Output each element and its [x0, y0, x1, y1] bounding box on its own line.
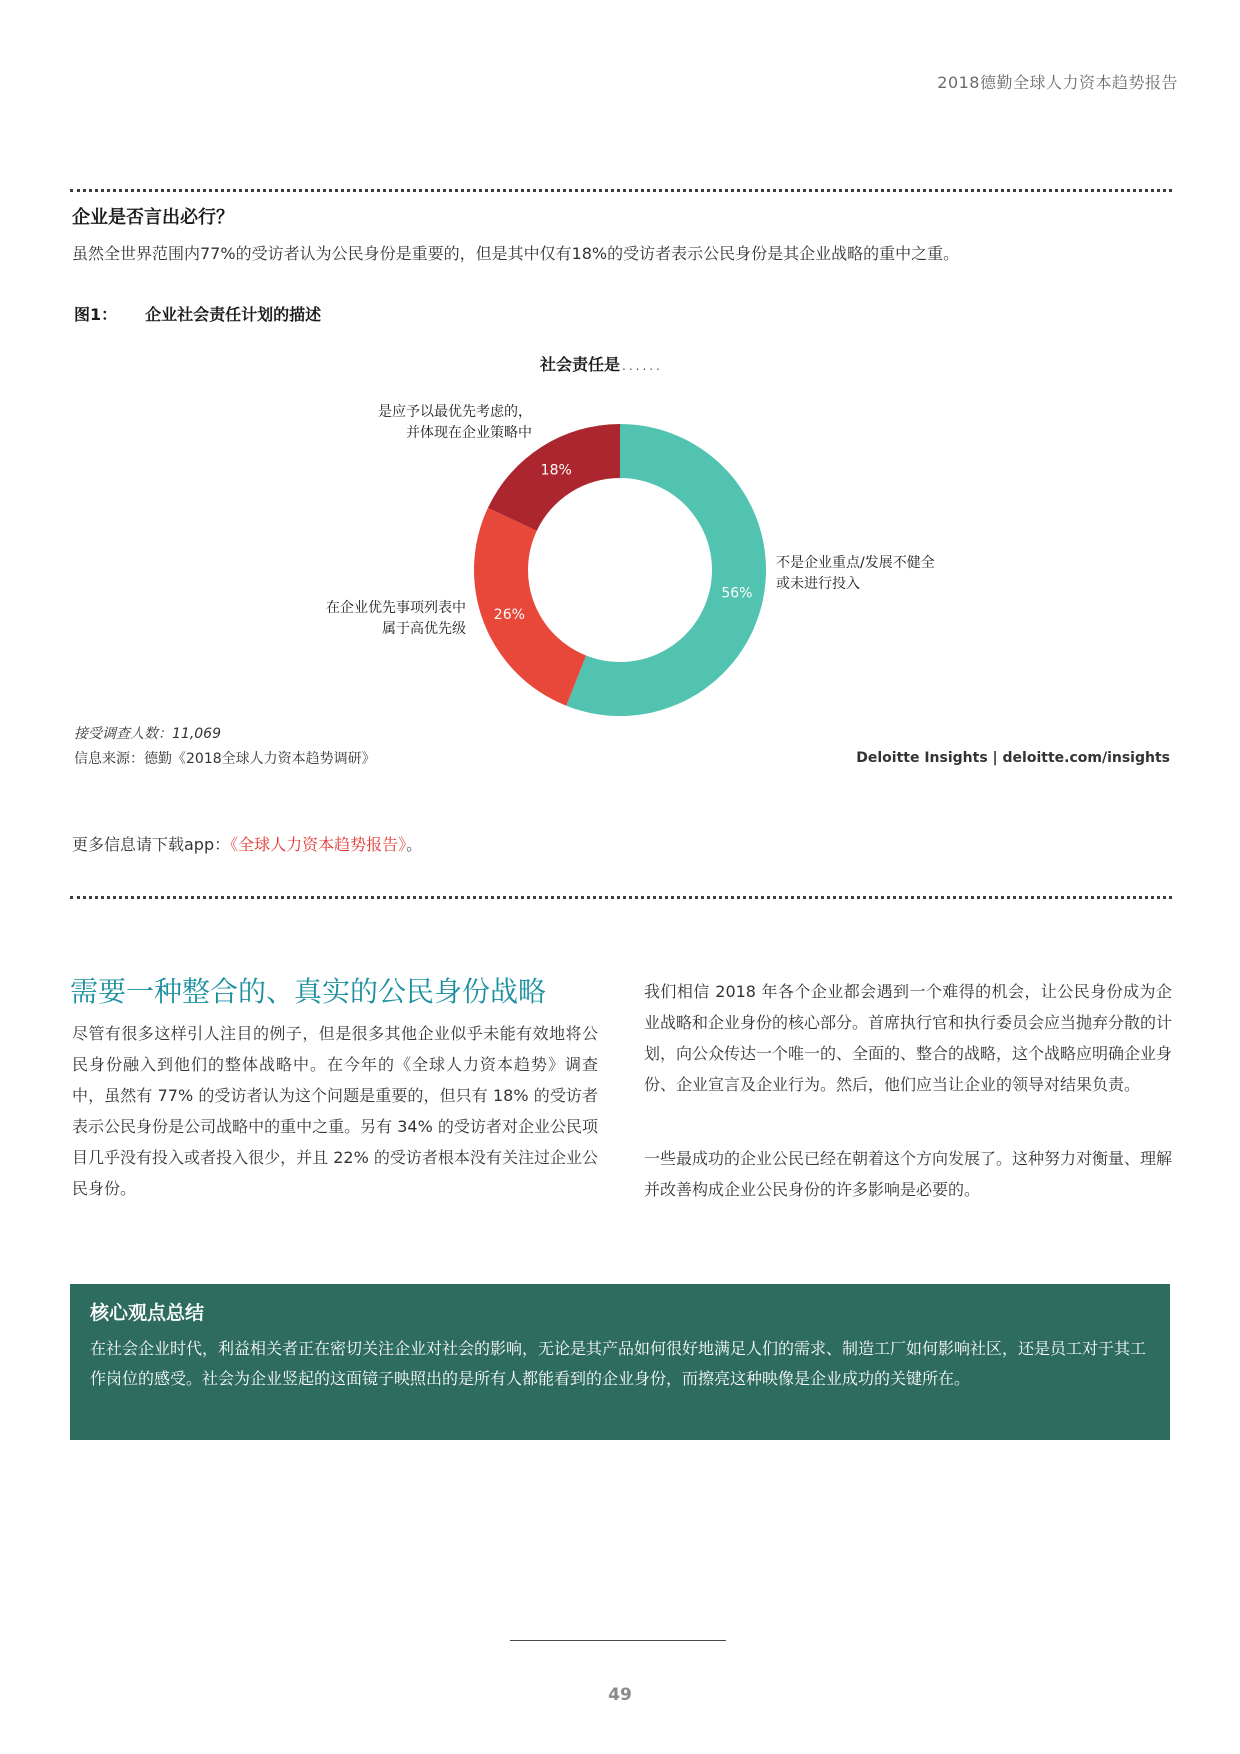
slice-label-line: 属于高优先级	[382, 621, 466, 637]
footer-rule	[510, 1640, 726, 1641]
figure-number: 图1：	[74, 305, 118, 324]
slice-label-line: 并体现在企业策略中	[406, 425, 532, 441]
slice-label-not-priority	[776, 553, 935, 595]
more-info-suffix: 。	[406, 835, 423, 854]
slice-label-line: 在企业优先事项列表中	[326, 600, 466, 616]
slice-percent-label: 56%	[721, 585, 753, 602]
right-paragraph-1: 我们相信 2018 年各个企业都会遇到一个难得的机会，让公民身份成为企业战略和企业身份的核心部分。首席执行官和执行委员会应当抛弃分散的计划，向公众传达一个唯一的、全面的、整合的战略，这个战略应明确企业身份、企业宣言及企业行为。然后，他们应当让企业的领导对结果负责。	[644, 982, 1173, 1094]
figure-caption: 企业社会责任计划的描述	[145, 305, 322, 324]
section-heading: 需要一种整合的、真实的公民身份战略	[70, 975, 547, 1008]
right-paragraph-2: 一些最成功的企业公民已经在朝着这个方向发展了。这种努力对衡量、理解并改善构成企业公民身份的许多影响是必要的。	[644, 1149, 1173, 1199]
app-report-link[interactable]: 《全球人力资本趋势报告》	[230, 835, 407, 854]
donut-slice-high-priority	[474, 508, 586, 706]
chart-title-text: 社会责任是	[540, 355, 621, 374]
summary-body: 在社会企业时代，利益相关者正在密切关注企业对社会的影响，无论是其产品如何很好地满足人们的需求、制造工厂如何影响社区，还是员工对于其工作岗位的感受。社会为企业竖起的这面镜子映照出的是所有人都能看到的企业身份，而擦亮这种映像是企业成功的关键所在。	[90, 1339, 1147, 1388]
slice-percent-label: 26%	[493, 606, 525, 623]
more-info-prefix: 更多信息请下载app：	[72, 835, 231, 854]
slice-label-high-priority	[326, 598, 466, 640]
deloitte-insights-brand: Deloitte Insights | deloitte.com/insights	[856, 750, 1170, 766]
donut-chart	[0, 0, 1240, 760]
summary-title: 核心观点总结	[90, 1302, 205, 1324]
page-number: 49	[608, 1685, 632, 1705]
chart-title-trail: ......	[622, 359, 663, 373]
slice-label-top-priority	[378, 402, 532, 444]
dotted-divider-bottom	[70, 896, 1172, 899]
slice-percent-label: 18%	[540, 462, 572, 479]
report-title: 2018德勤全球人力资本趋势报告	[937, 73, 1178, 92]
more-info-line	[72, 832, 422, 855]
sample-size-note: 接受调查人数：11,069	[74, 726, 221, 742]
slice-label-line: 是应予以最优先考虑的，	[378, 404, 532, 420]
callout-title: 企业是否言出必行？	[72, 207, 234, 228]
left-paragraph: 尽管有很多这样引人注目的例子，但是很多其他企业似乎未能有效地将公民身份融入到他们的整体战略中。在今年的《全球人力资本趋势》调查中，虽然有 77% 的受访者认为这个问题是重要的，但只有 18% 的受访者表示公民身份是公司战略中的重中之重。另有 34% 的受访者对企业公民项目几乎没有投入或者投入很少，并且 22% 的受访者根本没有关注过企业公民身份。	[72, 1024, 598, 1198]
callout-text: 虽然全世界范围内77%的受访者认为公民身份是重要的，但是其中仅有18%的受访者表示公民身份是其企业战略的重中之重。	[72, 244, 960, 263]
summary-box	[70, 1284, 1170, 1440]
source-note: 信息来源：德勤《2018全球人力资本趋势调研》	[74, 751, 376, 767]
slice-label-line: 不是企业重点/发展不健全	[776, 555, 935, 571]
slice-label-line: 或未进行投入	[776, 576, 860, 592]
